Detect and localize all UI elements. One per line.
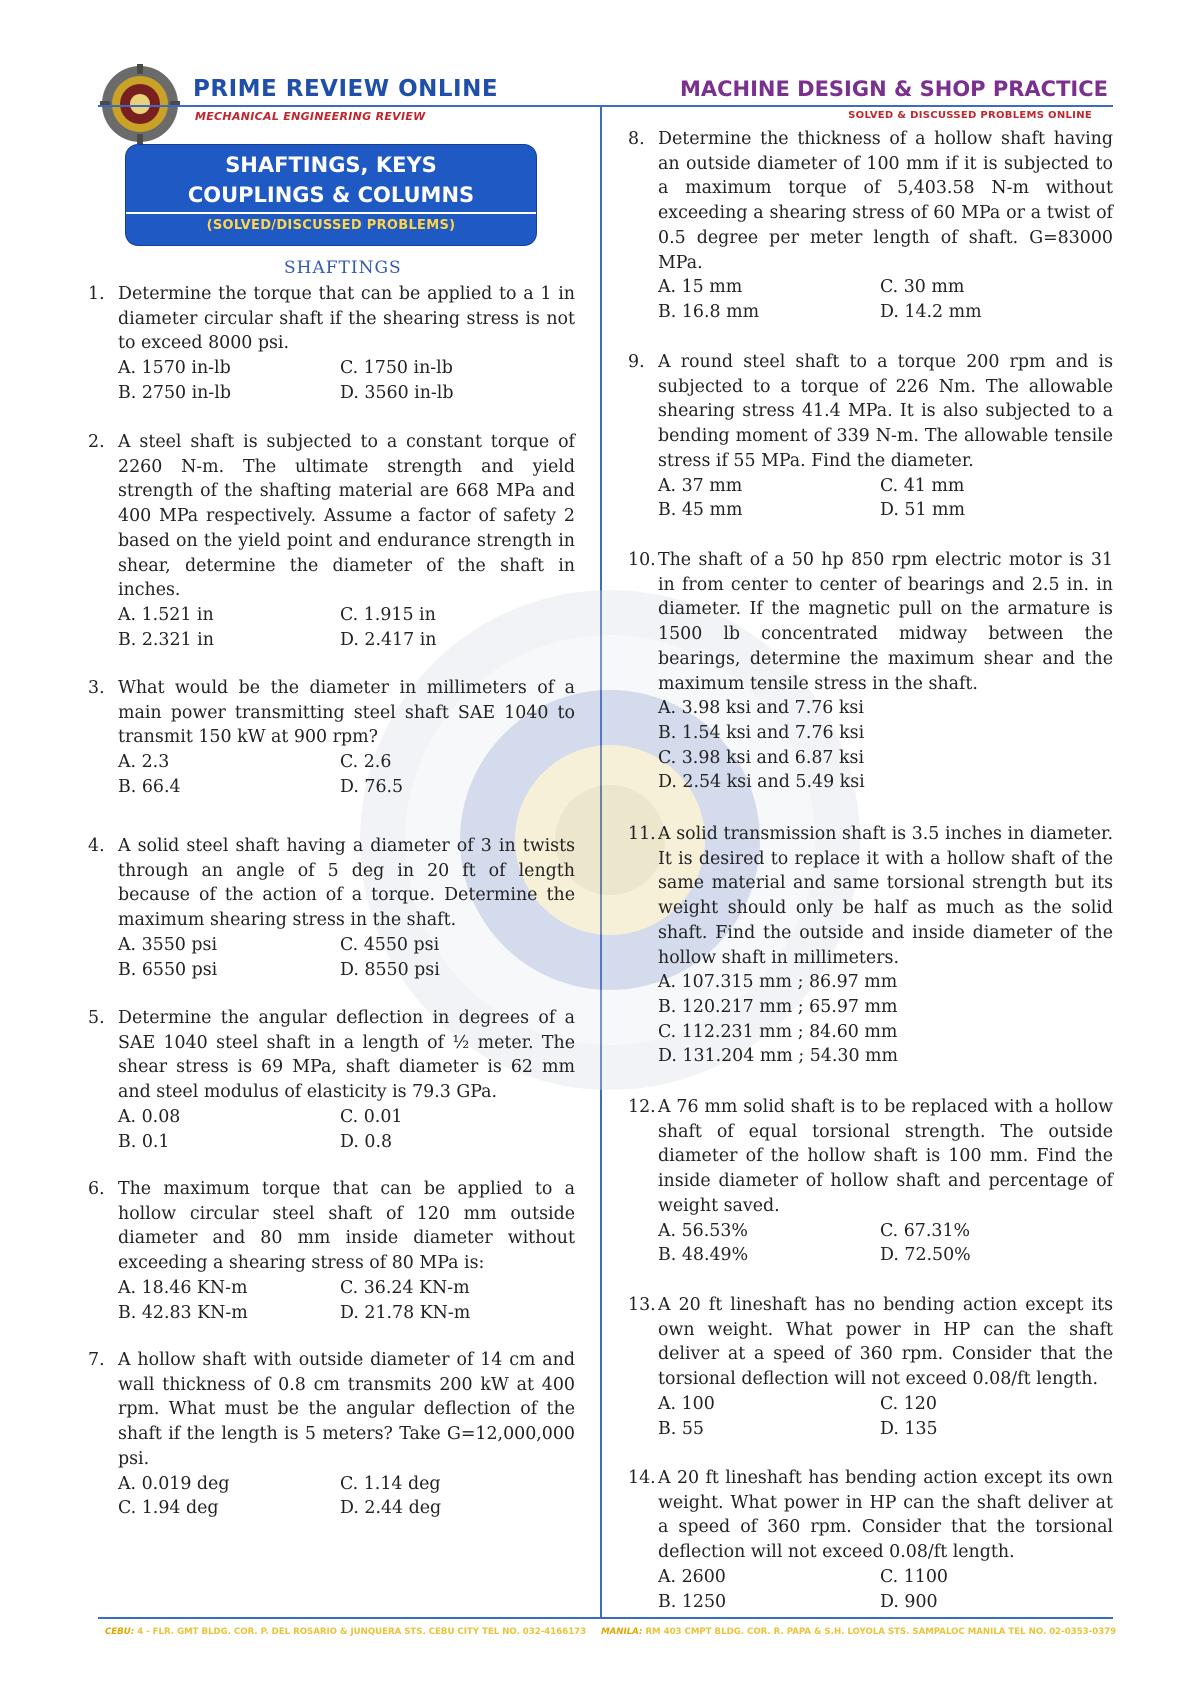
option: A. 1.521 in <box>118 604 214 625</box>
option: D. 135 <box>880 1418 938 1439</box>
option: B. 66.4 <box>118 776 181 797</box>
footer-divider <box>98 1617 1113 1619</box>
option: C. 36.24 KN-m <box>340 1277 470 1298</box>
option: C. 1750 in-lb <box>340 358 453 379</box>
option: B. 48.49% <box>658 1245 749 1266</box>
question-7 <box>88 1348 575 1521</box>
footer-manila-label: MANILA: <box>601 1627 643 1637</box>
prime-logo-icon <box>100 64 180 144</box>
option: A. 37 mm <box>658 475 743 496</box>
answer-options <box>118 1105 575 1154</box>
question-text: A round steel shaft to a torque 200 rpm and is subjected to a torque of 226 Nm. The allowable shearing stress 41.4 MPa. It is also subjected to a bending moment of 339 N-m. The allowable tensile stress if 55 MPa. Find the diameter. <box>658 352 1113 471</box>
question-10 <box>628 548 1113 795</box>
question-1 <box>88 282 575 405</box>
answer-options <box>658 696 1113 795</box>
question-number: 14. <box>628 1468 656 1488</box>
answer-options <box>118 1276 575 1325</box>
option: C. 112.231 mm ; 84.60 mm <box>658 1021 898 1042</box>
answer-options <box>118 603 575 652</box>
answer-options <box>118 356 575 405</box>
question-text: Determine the thickness of a hollow shaft having an outside diameter of 100 mm if it is subjected to a maximum torque of 5,403.58 N-m without exceeding a shearing stress of 60 MPa or a twist of 0.5 degree per meter length of shaft. G=83000 MPa. <box>658 129 1113 273</box>
option: B. 120.217 mm ; 65.97 mm <box>658 996 898 1017</box>
question-number: 8. <box>628 129 645 149</box>
question-9 <box>628 350 1113 523</box>
section-title: SHAFTINGS <box>284 258 402 278</box>
option: D. 2.417 in <box>340 629 437 650</box>
option: D. 2.44 deg <box>340 1498 442 1519</box>
option: B. 45 mm <box>658 500 743 521</box>
title-box-divider <box>126 212 536 214</box>
header-divider <box>98 105 1113 107</box>
answer-options <box>658 1219 1113 1268</box>
question-number: 4. <box>88 836 105 856</box>
option: A. 1570 in-lb <box>118 358 231 379</box>
option: B. 6550 psi <box>118 959 218 980</box>
question-number: 12. <box>628 1097 656 1117</box>
option: C. 0.01 <box>340 1106 403 1127</box>
question-text: The shaft of a 50 hp 850 rpm electric motor is 31 in from center to center of bearings and 2.5 in. in diameter. If the magnetic pull on the armature is 1500 lb concentrated midway between the bearings, determine the maximum shear and the maximum tensile stress in the shaft. <box>658 550 1113 694</box>
question-number: 7. <box>88 1350 105 1370</box>
footer-addresses <box>105 1627 1116 1637</box>
question-text: Determine the torque that can be applied to a 1 in diameter circular shaft if the shearing stress is not to exceed 8000 psi. <box>118 284 575 354</box>
question-number: 10. <box>628 550 656 570</box>
question-number: 13. <box>628 1295 656 1315</box>
question-13 <box>628 1293 1113 1441</box>
question-number: 9. <box>628 352 645 372</box>
brand-title: PRIME REVIEW ONLINE <box>193 76 499 102</box>
option: A. 2600 <box>658 1566 726 1587</box>
question-text: A solid steel shaft having a diameter of 3 in twists through an angle of 5 deg in 20 ft of length because of the action of a torque. Determine the maximum shearing stress in the shaft. <box>118 836 575 931</box>
option: C. 1.94 deg <box>118 1498 219 1519</box>
option: D. 3560 in-lb <box>340 382 454 403</box>
option: B. 2750 in-lb <box>118 382 231 403</box>
option: B. 2.321 in <box>118 629 214 650</box>
option: D. 900 <box>880 1591 938 1612</box>
question-text: A 20 ft lineshaft has no bending action except its own weight. What power in HP can the shaft deliver at a speed of 360 rpm. Consider that the torsional deflection will not exceed 0.08/ft length. <box>658 1295 1113 1390</box>
option: D. 21.78 KN-m <box>340 1302 471 1323</box>
option: A. 18.46 KN-m <box>118 1277 248 1298</box>
option: D. 2.54 ksi and 5.49 ksi <box>658 772 865 793</box>
answer-options <box>658 1565 1113 1614</box>
option: C. 4550 psi <box>340 934 440 955</box>
question-14 <box>628 1466 1113 1614</box>
option: D. 72.50% <box>880 1245 971 1266</box>
option: B. 42.83 KN-m <box>118 1302 248 1323</box>
option: D. 131.204 mm ; 54.30 mm <box>658 1046 899 1067</box>
question-text: The maximum torque that can be applied to a hollow circular steel shaft of 120 mm outside diameter and 80 mm inside diameter without exceeding a shearing stress of 80 MPa is: <box>118 1179 575 1274</box>
option: D. 8550 psi <box>340 959 440 980</box>
answer-options <box>118 1472 575 1521</box>
option: D. 51 mm <box>880 500 966 521</box>
option: C. 1100 <box>880 1566 948 1587</box>
question-number: 3. <box>88 678 105 698</box>
answer-options <box>118 750 575 799</box>
option: A. 100 <box>658 1393 715 1414</box>
option: B. 16.8 mm <box>658 301 760 322</box>
option: B. 1.54 ksi and 7.76 ksi <box>658 722 865 743</box>
question-text: What would be the diameter in millimeters of a main power transmitting steel shaft SAE 1040 to transmit 150 kW at 900 rpm? <box>118 678 575 748</box>
option: D. 0.8 <box>340 1131 393 1152</box>
question-text: Determine the angular deflection in degrees of a SAE 1040 steel shaft in a length of ½ meter. The shear stress is 69 MPa, shaft diameter is 62 mm and steel modulus of elasticity is 79.3 GPa. <box>118 1008 575 1103</box>
subject-title: MACHINE DESIGN & SHOP PRACTICE <box>679 77 1108 101</box>
topic-title-line2: COUPLINGS & COLUMNS <box>187 183 475 207</box>
question-text: A 76 mm solid shaft is to be replaced with a hollow shaft of equal torsional strength. The outside diameter of the hollow shaft is 100 mm. Find the inside diameter of hollow shaft and percentage of weight saved. <box>658 1097 1113 1216</box>
question-12 <box>628 1095 1113 1268</box>
option: A. 107.315 mm ; 86.97 mm <box>658 972 898 993</box>
option: C. 1.14 deg <box>340 1473 441 1494</box>
question-11 <box>628 822 1113 1069</box>
option: C. 41 mm <box>880 475 965 496</box>
question-5 <box>88 1006 575 1154</box>
answer-options <box>658 275 1113 324</box>
option: C. 3.98 ksi and 6.87 ksi <box>658 747 865 768</box>
option: D. 14.2 mm <box>880 301 982 322</box>
subject-subtitle: SOLVED & DISCUSSED PROBLEMS ONLINE <box>848 110 1092 121</box>
question-number: 2. <box>88 432 105 452</box>
footer-cebu-address: 4 - FLR. GMT BLDG. COR. P. DEL ROSARIO & JUNQUERA STS. CEBU CITY TEL NO. 032-4166173 <box>137 1627 587 1637</box>
footer-manila-address: RM 403 CMPT BLDG. COR. R. PAPA & S.H. LOYOLA STS. SAMPALOC MANILA TEL NO. 02-0353-0379 <box>645 1627 1117 1637</box>
question-number: 11. <box>628 824 656 844</box>
option: A. 3.98 ksi and 7.76 ksi <box>658 698 864 719</box>
option: A. 2.3 <box>118 752 170 773</box>
question-6 <box>88 1177 575 1325</box>
option: B. 55 <box>658 1418 704 1439</box>
option: A. 3550 psi <box>118 934 218 955</box>
answer-options <box>118 933 575 982</box>
option: A. 15 mm <box>658 277 743 298</box>
question-2 <box>88 430 575 652</box>
option: C. 120 <box>880 1393 937 1414</box>
answer-options <box>658 970 1113 1069</box>
topic-title-line3: (SOLVED/DISCUSSED PROBLEMS) <box>206 218 456 233</box>
question-number: 1. <box>88 284 105 304</box>
question-text: A solid transmission shaft is 3.5 inches in diameter. It is desired to replace it with a hollow shaft of the same material and same torsional strength but its weight should only be half as much as the solid shaft. Find the outside and inside diameter of the hollow shaft in millimeters. <box>658 824 1113 968</box>
option: A. 0.08 <box>118 1106 181 1127</box>
topic-title-line1: SHAFTINGS, KEYS <box>225 153 437 177</box>
answer-options <box>658 474 1113 523</box>
option: B. 0.1 <box>118 1131 170 1152</box>
question-8 <box>628 127 1113 325</box>
question-number: 5. <box>88 1008 105 1028</box>
option: C. 2.6 <box>340 752 392 773</box>
option: C. 30 mm <box>880 277 965 298</box>
option: C. 67.31% <box>880 1220 971 1241</box>
option: C. 1.915 in <box>340 604 436 625</box>
question-text: A 20 ft lineshaft has bending action except its own weight. What power in HP can the shaft deliver at a speed of 360 rpm. Consider that the torsional deflection will not exceed 0.08/ft length. <box>658 1468 1113 1563</box>
answer-options <box>658 1392 1113 1441</box>
question-text: A hollow shaft with outside diameter of 14 cm and wall thickness of 0.8 cm transmits 200 kW at 400 rpm. What must be the angular deflection of the shaft if the length is 5 meters? Take G=12,000,000 psi. <box>118 1350 575 1469</box>
question-number: 6. <box>88 1179 105 1199</box>
option: D. 76.5 <box>340 776 404 797</box>
question-4 <box>88 834 575 982</box>
topic-title-box <box>126 145 536 245</box>
option: A. 0.019 deg <box>118 1473 230 1494</box>
brand-subtitle: MECHANICAL ENGINEERING REVIEW <box>195 110 426 123</box>
question-text: A steel shaft is subjected to a constant torque of 2260 N-m. The ultimate strength and yield strength of the shafting material are 668 MPa and 400 MPa respectively. Assume a factor of safety 2 based on the yield point and endurance strength in shear, determine the diameter of the shaft in inches. <box>118 432 575 601</box>
option: A. 56.53% <box>658 1220 748 1241</box>
question-3 <box>88 676 575 799</box>
option: B. 1250 <box>658 1591 727 1612</box>
footer-cebu-label: CEBU: <box>105 1627 135 1637</box>
